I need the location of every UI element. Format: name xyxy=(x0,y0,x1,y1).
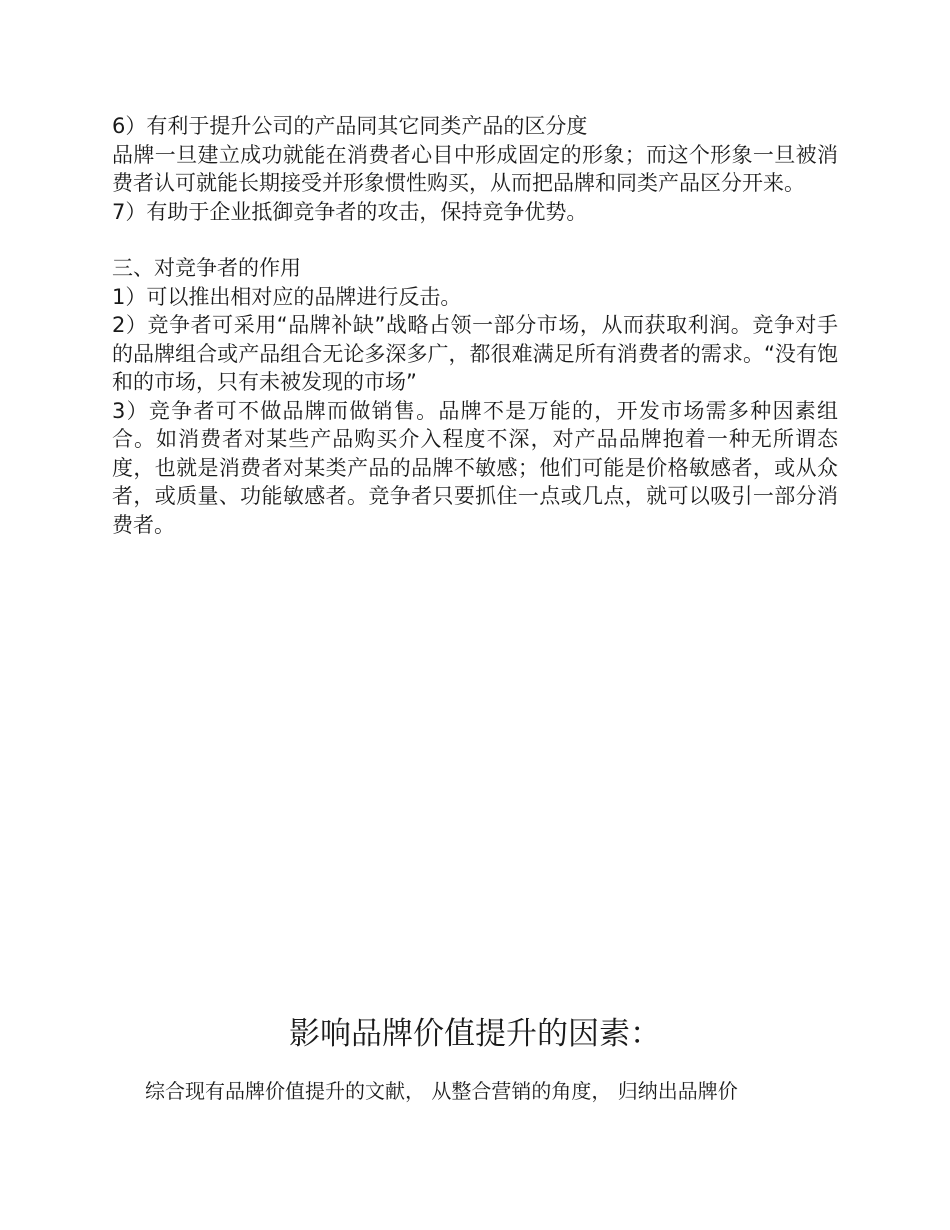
competitor-item-3: 3）竞争者可不做品牌而做销售。品牌不是万能的，开发市场需多种因素组合。如消费者对某些产品购买介入程度不深，对产品品牌抱着一种无所谓态度，也就是消费者对某类产品的品牌不敏感；他们可能是价格敏感者，或从众者，或质量、功能敏感者。竞争者只要抓住一点或几点，就可以吸引一部分消费者。 xyxy=(112,398,838,537)
item-6-title: 6）有利于提升公司的产品同其它同类产品的区分度 xyxy=(112,114,588,138)
item-7: 7）有助于企业抵御竞争者的攻击，保持竞争优势。 xyxy=(112,199,588,224)
item-6-body: 品牌一旦建立成功就能在消费者心目中形成固定的形象；而这个形象一旦被消费者认可就能长期接受并形象惯性购买，从而把品牌和同类产品区分开来。 xyxy=(112,142,838,195)
competitor-item-2: 2）竞争者可采用“品牌补缺”战略占领一部分市场，从而获取利润。竞争对手的品牌组合或产品组合无论多深多广，都很难满足所有消费者的需求。“没有饱和的市场，只有未被发现的市场” xyxy=(112,313,838,394)
paragraph-spacer xyxy=(112,226,838,254)
factors-heading: 影响品牌价值提升的因素： xyxy=(289,1016,661,1052)
section-heading-competitors: 三、对竞争者的作用 xyxy=(112,256,301,280)
competitor-item-1: 1）可以推出相对应的品牌进行反击。 xyxy=(112,284,462,309)
factors-intro: 综合现有品牌价值提升的文献， 从整合营销的角度， 归纳出品牌价 xyxy=(145,1079,738,1103)
body-text-block xyxy=(112,112,838,539)
